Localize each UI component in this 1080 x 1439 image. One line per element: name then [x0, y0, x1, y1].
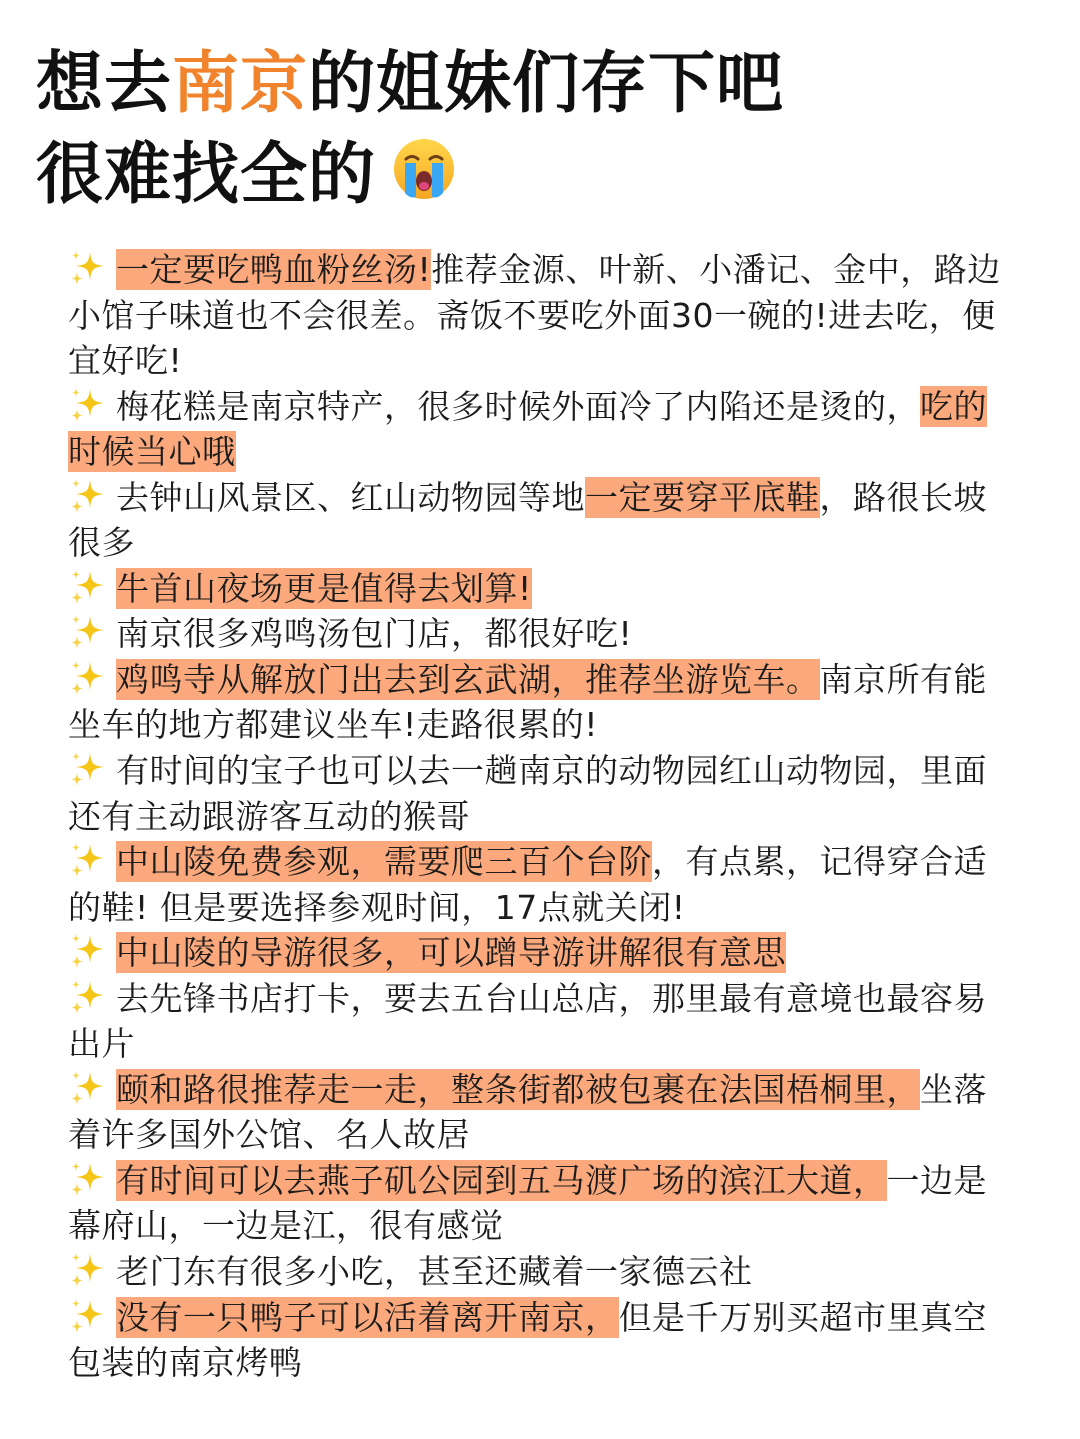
- tip-text: 梅花糕是南京特产，很多时候外面冷了内陷还是烫的，: [116, 386, 920, 426]
- tip-text: 去钟山风景区、红山动物园等地: [116, 477, 585, 517]
- tip-text: ，路很长坡很多: [68, 477, 987, 563]
- tip-item: [68, 384, 1016, 475]
- tip-text: 一边是幕府山，一边是江，很有感觉: [68, 1160, 987, 1246]
- tip-highlight-text: 一定要穿平底鞋: [585, 477, 820, 517]
- tip-item: [68, 1067, 1016, 1158]
- tip-highlight-text: 有时间可以去燕子矶公园到五马渡广场的滨江大道，: [116, 1160, 887, 1200]
- title-accent-text: 南京: [172, 44, 308, 122]
- tip-text: 有时间的宝子也可以去一趟南京的动物园红山动物园，里面还有主动跟游客互动的猴哥: [68, 751, 987, 836]
- tips-list: [68, 247, 1016, 1386]
- tip-item: [68, 976, 1016, 1067]
- tip-highlight-text: 颐和路很推荐走一走，整条街都被包裹在法国梧桐里，: [116, 1069, 920, 1109]
- sparkles-icon: [68, 1068, 108, 1108]
- tip-text: ，有点累，记得穿合适的鞋! 但是要选择参观时间，17点就关闭!: [68, 842, 987, 927]
- tip-text: 南京所有能坐车的地方都建议坐车!走路很累的!: [68, 659, 987, 745]
- tip-item: [68, 1158, 1016, 1249]
- tip-item: [68, 1295, 1016, 1386]
- sparkles-icon: [68, 749, 108, 789]
- sparkles-icon: [68, 567, 108, 607]
- tip-item: [68, 566, 1016, 612]
- tip-text: 坐落着许多国外公馆、名人故居: [68, 1069, 987, 1155]
- tip-item: [68, 839, 1016, 930]
- tip-text: 南京很多鸡鸣汤包门店，都很好吃!: [116, 614, 633, 654]
- sparkles-icon: [68, 658, 108, 698]
- tip-highlight-text: 没有一只鸭子可以活着离开南京，: [116, 1297, 619, 1337]
- sparkles-icon: [68, 1159, 108, 1199]
- tip-text: 但是千万别买超市里真空包装的南京烤鸭: [68, 1297, 987, 1383]
- tip-highlight-text: 中山陵免费参观，需要爬三百个台阶: [116, 842, 652, 882]
- tip-text: 老门东有很多小吃，甚至还藏着一家德云社: [116, 1252, 753, 1292]
- sparkles-icon: [68, 977, 108, 1017]
- page-title: [36, 38, 784, 220]
- title-line-1: [36, 44, 784, 122]
- sparkles-icon: [68, 1296, 108, 1336]
- tip-item: [68, 930, 1016, 976]
- tip-item: [68, 611, 1016, 657]
- sparkles-icon: [68, 476, 108, 516]
- tip-highlight-text: 牛首山夜场更是值得去划算!: [116, 568, 532, 608]
- tip-highlight-text: 鸡鸣寺从解放门出去到玄武湖，推荐坐游览车。: [116, 659, 820, 699]
- sparkles-icon: [68, 1250, 108, 1290]
- title-line-2: [36, 135, 456, 213]
- title-text: 想去: [36, 44, 172, 122]
- tip-item: [68, 657, 1016, 748]
- tip-item: [68, 748, 1016, 839]
- title-text: 的姐妹们存下吧: [308, 44, 784, 122]
- tip-highlight-text: 中山陵的导游很多，可以蹭导游讲解很有意思: [116, 933, 786, 973]
- tip-item: [68, 1249, 1016, 1295]
- tip-item: [68, 475, 1016, 566]
- sparkles-icon: [68, 612, 108, 652]
- tip-text: 去先锋书店打卡，要去五台山总店，那里最有意境也最容易出片: [68, 978, 987, 1064]
- sparkles-icon: [68, 248, 108, 288]
- tip-highlight-text: 吃的时候当心哦: [68, 386, 987, 472]
- loudly-crying-face-icon: [392, 137, 456, 201]
- sparkles-icon: [68, 385, 108, 425]
- tip-text: 推荐金源、叶新、小潘记、金中，路边小馆子味道也不会很差。斋饭不要吃外面30一碗的!进去吃，便宜好吃!: [68, 250, 1001, 381]
- title-text: 很难找全的: [36, 135, 376, 213]
- sparkles-icon: [68, 931, 108, 971]
- sparkles-icon: [68, 840, 108, 880]
- tip-item: [68, 247, 1016, 384]
- tip-highlight-text: 一定要吃鸭血粉丝汤!: [116, 250, 432, 289]
